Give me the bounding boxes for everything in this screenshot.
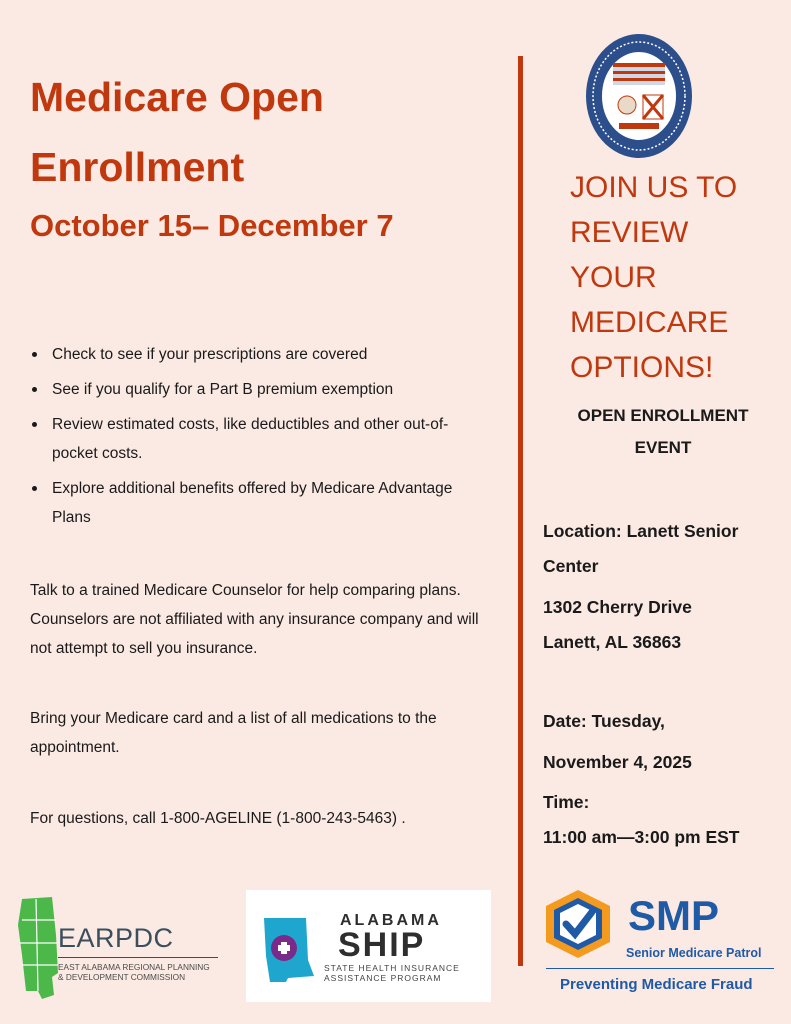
city-seal-icon <box>585 33 693 159</box>
address-line-2: Lanett, AL 36863 <box>543 632 682 652</box>
earpdc-logo <box>12 895 222 1005</box>
earpdc-full-line1: EAST ALABAMA REGIONAL PLANNING <box>58 962 210 972</box>
ship-name: SHIP <box>338 926 426 964</box>
smp-sub: Senior Medicare Patrol <box>626 946 762 960</box>
event-label: OPEN ENROLLMENT EVENT <box>577 406 749 457</box>
date-value: November 4, 2025 <box>543 752 692 772</box>
smp-rule <box>546 968 774 969</box>
counselor-paragraph: Talk to a trained Medicare Counselor for help comparing plans. Counselors are not affiliated with any insurance company and will not attempt to sell you insurance. <box>30 582 479 657</box>
smp-name: SMP <box>628 892 720 939</box>
ship-top-label: ALABAMA <box>340 912 442 929</box>
column-divider <box>518 56 523 966</box>
ship-sub-line2: ASSISTANCE PROGRAM <box>324 973 442 983</box>
list-item: Explore additional benefits offered by Medicare Advantage Plans <box>30 474 480 532</box>
ship-sub-line1: STATE HEALTH INSURANCE <box>324 963 460 973</box>
date-label: Date: Tuesday, <box>543 711 665 731</box>
alabama-ship-logo <box>246 890 491 1002</box>
address-line-1: 1302 Cherry Drive <box>543 597 692 617</box>
bring-paragraph: Bring your Medicare card and a list of all medications to the appointment. <box>30 710 437 756</box>
time-label: Time: <box>543 792 590 812</box>
smp-logo <box>540 886 780 1006</box>
logo-rule <box>58 957 218 958</box>
alabama-map-icon <box>12 895 60 1003</box>
page-title: Medicare Open Enrollment <box>30 74 324 190</box>
shield-check-icon <box>542 888 614 960</box>
location: Location: Lanett Senior Center <box>543 521 739 576</box>
benefits-list <box>30 340 480 538</box>
join-heading: JOIN US TO REVIEW YOUR MEDICARE OPTIONS! <box>570 171 738 384</box>
ship-map-icon <box>256 916 318 984</box>
earpdc-name: EARPDC <box>58 923 174 953</box>
smp-tagline: Preventing Medicare Fraud <box>560 976 753 993</box>
questions-paragraph: For questions, call 1-800-AGELINE (1-800-243-5463) . <box>30 810 406 827</box>
time-value: 11:00 am—3:00 pm EST <box>543 827 740 847</box>
earpdc-full-line2: & DEVELOPMENT COMMISSION <box>58 972 186 982</box>
list-item: Review estimated costs, like deductibles and other out-of-pocket costs. <box>30 410 480 468</box>
list-item: Check to see if your prescriptions are covered <box>30 340 480 369</box>
list-item: See if you qualify for a Part B premium exemption <box>30 375 480 404</box>
enrollment-dates: October 15– December 7 <box>30 208 394 243</box>
